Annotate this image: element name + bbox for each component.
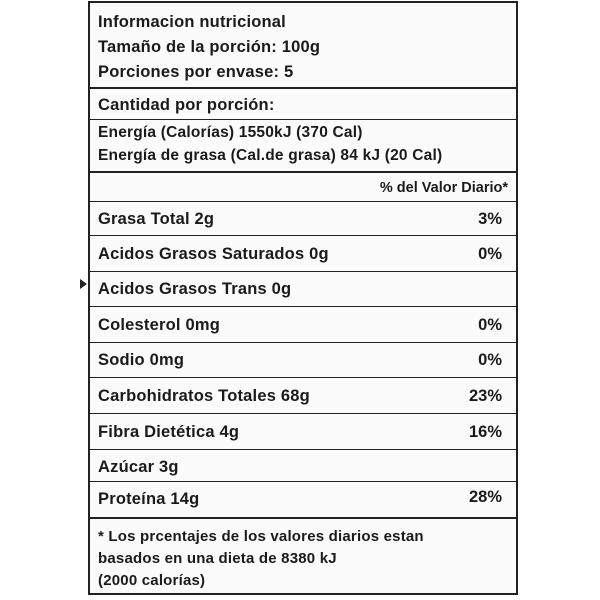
nutrient-percent: 0% <box>478 316 502 334</box>
divider <box>90 87 516 89</box>
footnote-line: (2000 calorías) <box>98 572 206 589</box>
daily-value-header: % del Valor Diario* <box>379 180 508 196</box>
divider <box>90 481 516 482</box>
amount-per-serving-title: Cantidad por porción: <box>98 96 275 114</box>
divider <box>90 119 516 120</box>
divider <box>90 306 516 307</box>
nutrient-label: Colesterol 0mg <box>98 316 220 334</box>
label-title: Informacion nutricional <box>98 13 286 31</box>
fat-energy: Energía de grasa (Cal.de grasa) 84 kJ (20 Cal) <box>98 147 443 164</box>
divider <box>90 201 516 202</box>
nutrient-percent: 16% <box>468 423 502 441</box>
divider <box>90 449 516 450</box>
nutrient-label: Sodio 0mg <box>98 351 185 369</box>
nutrient-percent: 3% <box>478 210 502 228</box>
nutrient-percent: 28% <box>468 488 502 506</box>
divider <box>90 413 516 414</box>
divider <box>90 517 516 519</box>
footnote-line: basados en una dieta de 8380 kJ <box>98 550 337 567</box>
nutrient-percent: 0% <box>478 245 502 263</box>
nutrient-label: Fibra Dietética 4g <box>98 423 240 441</box>
divider <box>90 377 516 378</box>
divider <box>90 271 516 272</box>
serving-size: Tamaño de la porción: 100g <box>98 38 321 56</box>
nutrient-percent: 23% <box>468 387 502 405</box>
nutrient-label: Azúcar 3g <box>98 458 179 476</box>
divider <box>90 171 516 173</box>
nutrition-facts-label <box>88 1 518 595</box>
arrow-marker-icon <box>80 279 87 289</box>
servings-per-container: Porciones por envase: 5 <box>98 63 294 81</box>
nutrient-label: Carbohidratos Totales 68g <box>98 387 310 405</box>
divider <box>90 235 516 236</box>
divider <box>90 342 516 343</box>
energy-calories: Energía (Calorías) 1550kJ (370 Cal) <box>98 124 363 141</box>
nutrient-percent: 0% <box>478 351 502 369</box>
nutrient-label: Acidos Grasos Trans 0g <box>98 280 292 298</box>
nutrient-label: Grasa Total 2g <box>98 210 215 228</box>
footnote-line: * Los prcentajes de los valores diarios estan <box>98 528 424 545</box>
nutrient-label: Acidos Grasos Saturados 0g <box>98 245 329 263</box>
nutrient-label: Proteína 14g <box>98 490 200 508</box>
